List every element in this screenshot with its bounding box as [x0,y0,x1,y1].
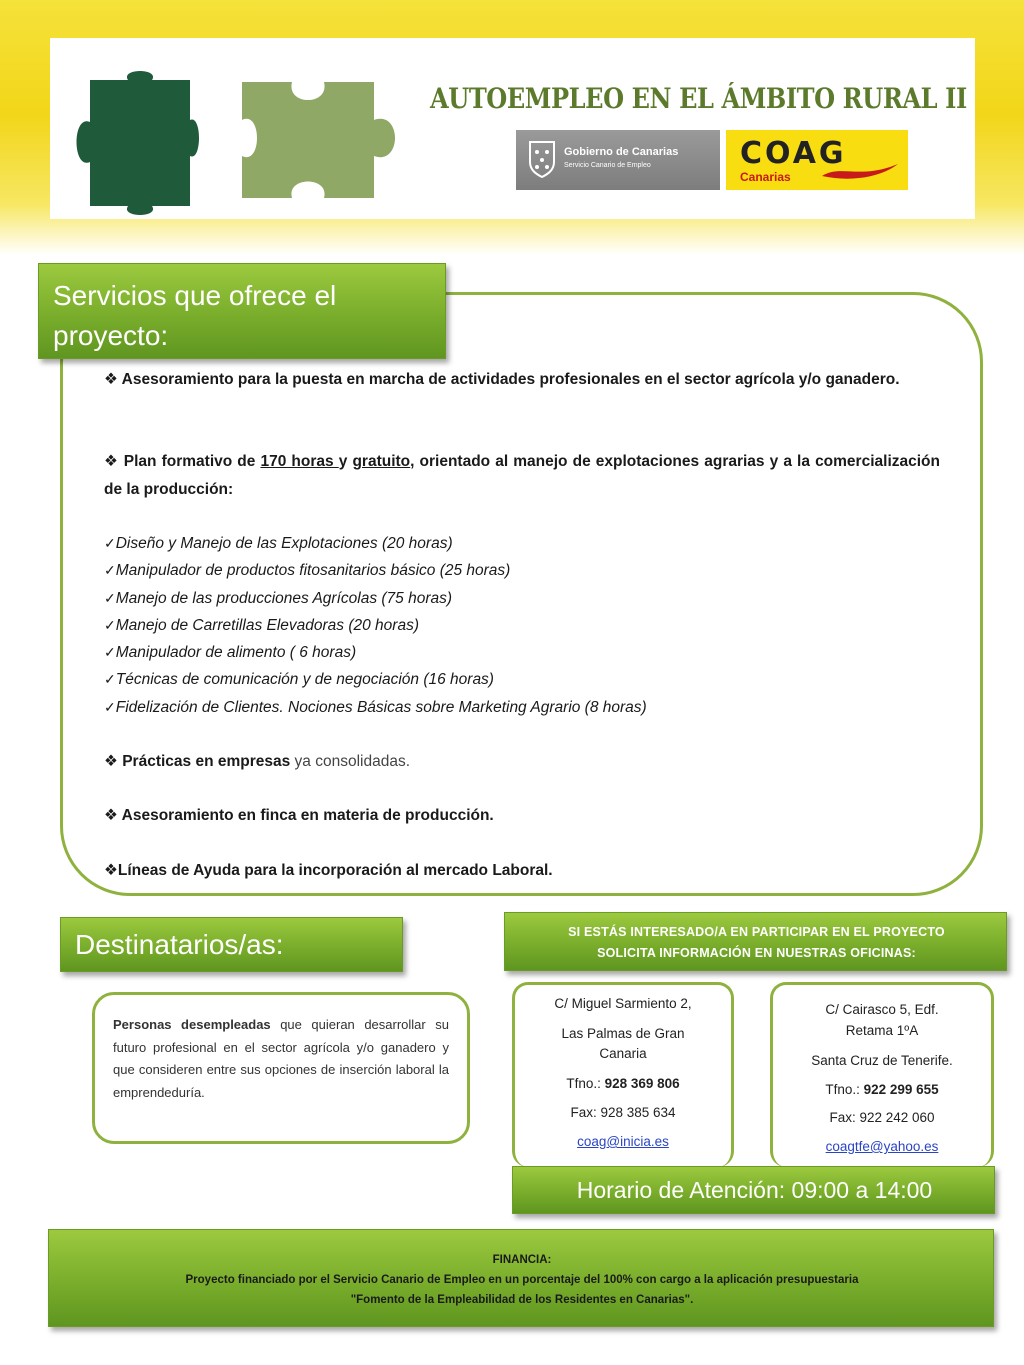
course-list [104,530,944,721]
coag-swoosh-icon [820,160,900,182]
list-item [104,694,944,721]
office-address-line2: Las Palmas de Gran [561,1026,685,1041]
canarias-shield-icon [528,140,556,178]
service-item-text: Líneas de Ayuda para la incorporación al mercado Laboral. [117,862,553,879]
diamond-bullet-icon: ❖ [104,807,118,824]
phone-label: Tfno.: [566,1076,605,1091]
project-title: AUTOEMPLEO EN EL ÁMBITO RURAL II [430,82,967,115]
list-item [104,612,944,639]
course-label: Manejo de Carretillas Elevadoras (20 horas) [115,616,419,634]
info-banner-line2: SOLICITA INFORMACIÓN EN NUESTRAS OFICINAS: [597,946,916,960]
coag-logo-sub: Canarias [740,170,791,184]
coag-logo [726,130,908,190]
office-address-line1: C/ Cairasco 5, Edf. [825,1002,939,1017]
diamond-bullet-icon: ❖ [104,371,118,388]
check-icon: ✓ [104,671,116,688]
office-address-line2: Retama 1ºA [845,1023,919,1038]
internships-rest: ya consolidadas. [290,753,411,770]
training-plan-prefix: Plan formativo de [123,453,261,470]
financing-banner [48,1229,994,1327]
gov-logo-name: Gobierno de Canarias [564,146,679,158]
diamond-bullet-icon: ❖ [104,453,119,470]
course-label: Técnicas de comunicación y de negociación (16 horas) [115,671,494,689]
check-icon: ✓ [104,644,116,661]
office-email-wrap [512,1134,734,1149]
destinatarios-body: que quieran desarrollar su futuro profesional en el sector agrícola y/o ganadero y que consideren entre sus opciones de inserción laboral la emprendeduría. [113,1017,449,1100]
office-address-line1: C/ Miguel Sarmiento 2, [554,996,692,1011]
internships-bold: Prácticas en empresas [122,753,291,770]
list-item [104,585,944,612]
training-free: gratuito [352,453,411,470]
service-item-farm-advice [104,802,954,830]
check-icon: ✓ [104,562,116,579]
phone-value: 922 299 655 [863,1082,939,1097]
service-item-text: Asesoramiento en finca en materia de producción. [121,807,494,824]
info-banner [504,912,1007,971]
course-label: Diseño y Manejo de las Explotaciones (20 horas) [115,535,453,552]
service-item-aid-lines [104,857,954,885]
services-banner [38,263,446,359]
diamond-bullet-icon: ❖ [104,753,118,770]
office-address-line3: Canaria [599,1046,647,1061]
phone-label: Tfno.: [825,1082,864,1097]
service-item-text: Asesoramiento para la puesta en marcha de actividades profesionales en el sector agrícola y/o ganadero. [121,371,900,388]
training-hours: 170 horas [260,453,339,470]
diamond-bullet-icon: ❖ [104,862,118,879]
info-banner-line1: SI ESTÁS INTERESADO/A EN PARTICIPAR EN EL PROYECTO [568,925,945,939]
office-phone [770,1082,994,1097]
course-label: Fidelización de Clientes. Nociones Básicas sobre Marketing Agrario (8 horas) [115,698,647,716]
phone-value: 928 369 806 [604,1076,680,1091]
puzzle-piece-dark-icon [68,70,218,216]
office-email-link[interactable]: coagtfe@yahoo.es [825,1139,939,1154]
list-item [104,639,944,666]
info-banner-text [511,922,1002,964]
check-icon: ✓ [104,589,116,606]
hours-banner [512,1166,995,1214]
office-tenerife [770,982,994,1167]
office-address-line3: Santa Cruz de Tenerife. [811,1053,953,1068]
office-phone [512,1076,734,1091]
office-fax: Fax: 922 242 060 [829,1110,935,1125]
financing-line1: Proyecto financiado por el Servicio Canario de Empleo en un porcentaje del 100% con cargo a la aplicación presupuestaria [185,1274,859,1286]
check-icon: ✓ [104,698,116,715]
office-email-link[interactable]: coag@inicia.es [577,1134,669,1149]
list-item [104,557,944,584]
list-item [104,530,944,557]
financing-line2: "Fomento de la Empleabilidad de los Residentes en Canarias". [350,1294,694,1306]
gobierno-canarias-logo [516,130,720,190]
service-item-internships [104,748,954,776]
coag-logo-word: COAG [740,136,847,171]
destinatarios-heading: Destinatarios/as: [75,929,284,960]
financing-text [59,1250,985,1310]
training-plan-suffix: , orientado al manejo de explotaciones agrarias y a la comercialización de la producción: [104,453,940,498]
check-icon: ✓ [104,535,116,551]
office-email-wrap [770,1139,994,1154]
office-fax: Fax: 928 385 634 [570,1105,676,1120]
course-label: Manipulador de productos fitosanitarios básico (25 horas) [115,562,511,580]
puzzle-piece-light-icon [232,76,412,204]
service-item-training-plan [104,448,940,504]
hours-text: Horario de Atención: 09:00 a 14:00 [576,1177,933,1203]
list-item [104,666,944,693]
course-label: Manejo de las producciones Agrícolas (75 horas) [115,589,453,607]
gov-logo-sub: Servicio Canario de Empleo [564,162,651,169]
financing-heading: FINANCIA: [492,1254,552,1266]
destinatarios-banner [60,917,403,972]
destinatarios-bold: Personas desempleadas [113,1017,271,1032]
destinatarios-text [113,1014,449,1104]
office-las-palmas [512,982,734,1167]
check-icon: ✓ [104,616,116,633]
training-connector: y [338,453,353,470]
course-label: Manipulador de alimento ( 6 horas) [115,644,357,662]
service-item-advice [104,366,954,394]
services-heading: Servicios que ofrece el proyecto: [53,280,337,351]
